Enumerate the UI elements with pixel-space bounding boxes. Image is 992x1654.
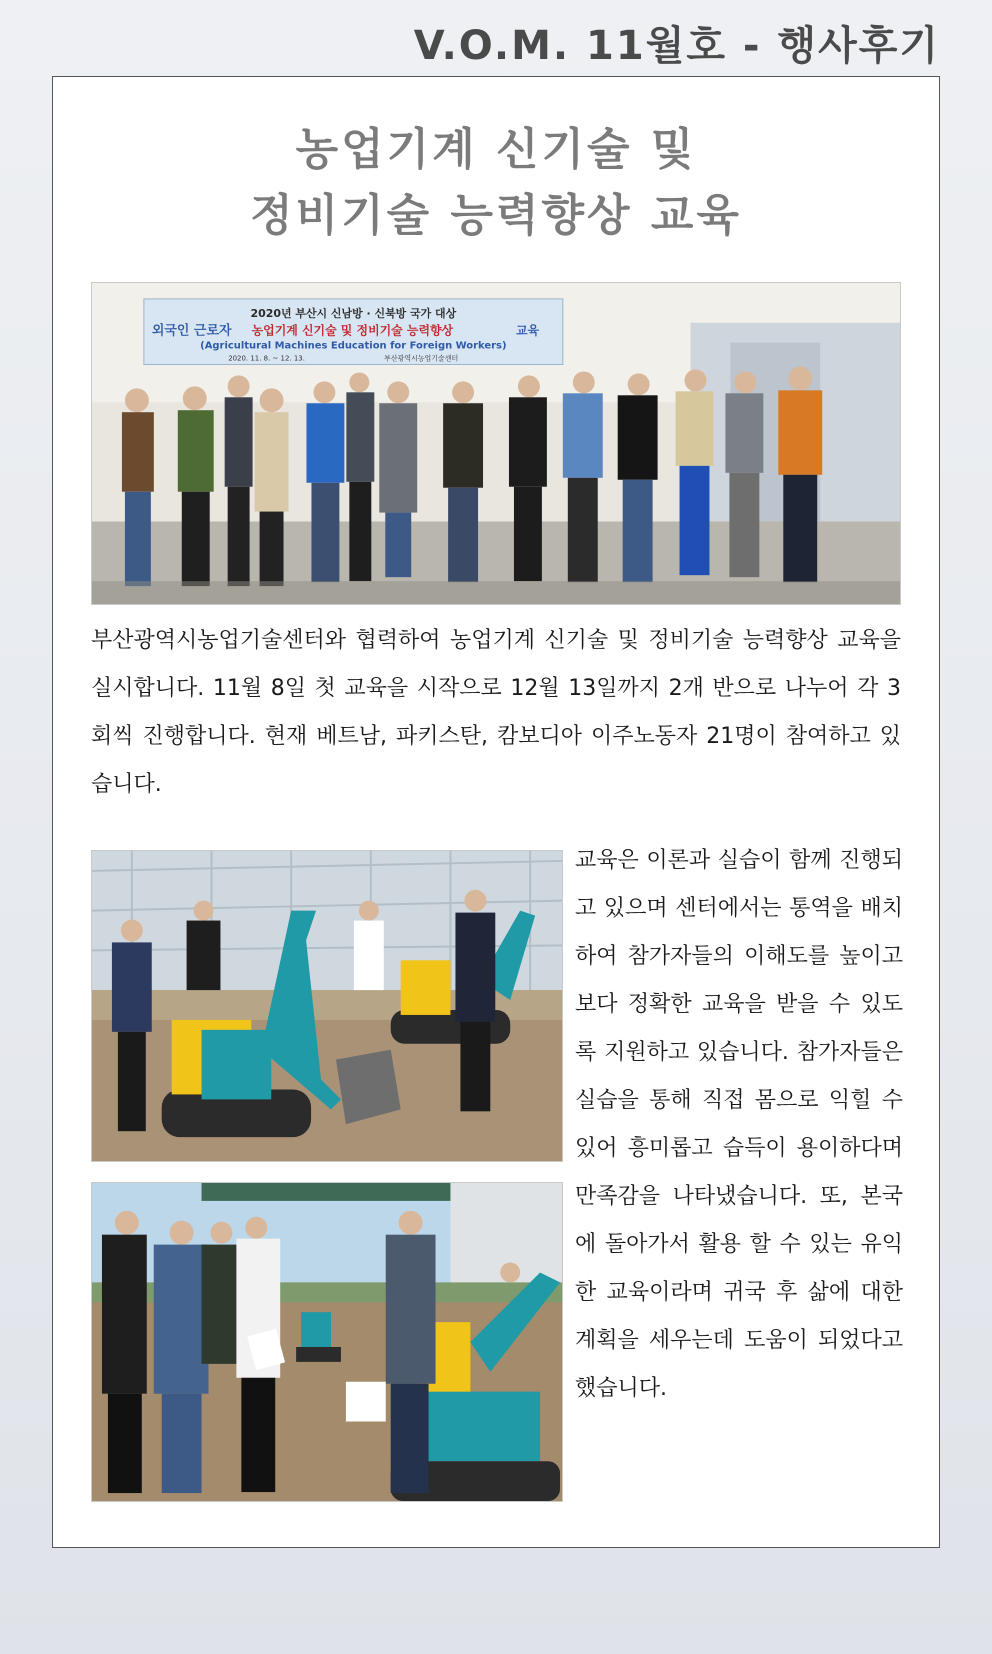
practice-paragraph: 교육은 이론과 실습이 함께 진행되고 있으며 센터에서는 통역을 배치하여 참가자들의 이해도를 높이고 보다 정확한 교육을 받을 수 있도록 지원하고 있습니다. 참가자들은 실습을 통해 직접 몸으로 익힐 수 있어 흥미롭고 습득이 용이하다며 만족감을 나타냈습니다. 또, 본국에 돌아가서 활용 할 수 있는 유익한 교육이라며 귀국 후 삶에 대한 계획을 세우는데 도움이 되었다고 했습니다.	[575, 848, 903, 1401]
intro-paragraph: 부산광역시농업기술센터와 협력하여 농업기계 신기술 및 정비기술 능력향상 교육을 실시합니다. 11월 8일 첫 교육을 시작으로 12월 13일까지 2개 반으로 나누어 각 3회씩 진행합니다. 현재 베트남, 파키스탄, 캄보디아 이주노동자 21명이 참여하고 있습니다.	[91, 628, 901, 797]
banner-org: 부산광역시농업기술센터	[384, 354, 459, 363]
banner-line-1: 2020년 부산시 신남방 · 신북방 국가 대상	[250, 306, 457, 320]
article-title-line-1: 농업기계 신기술 및	[295, 124, 697, 175]
excavator-practice-photo-2	[91, 1182, 563, 1502]
banner-line-2b: 농업기계 신기술 및 정비기술 능력향상	[251, 323, 454, 338]
banner-line-2a: 외국인 근로자	[151, 323, 232, 339]
banner-dates: 2020. 11. 8. ~ 12. 13.	[228, 354, 305, 363]
article-card	[52, 76, 940, 1548]
newsletter-header: V.O.M. 11월호 - 행사후기	[413, 23, 940, 69]
article-title-line-2: 정비기술 능력향상 교육	[250, 190, 742, 241]
group-photo	[91, 282, 901, 605]
excavator-practice-photo-1	[91, 850, 563, 1162]
banner-line-3: (Agricultural Machines Education for Foreign Workers)	[200, 340, 507, 352]
event-banner	[144, 299, 563, 365]
article-title	[53, 117, 939, 249]
banner-line-2c: 교육	[515, 323, 540, 338]
